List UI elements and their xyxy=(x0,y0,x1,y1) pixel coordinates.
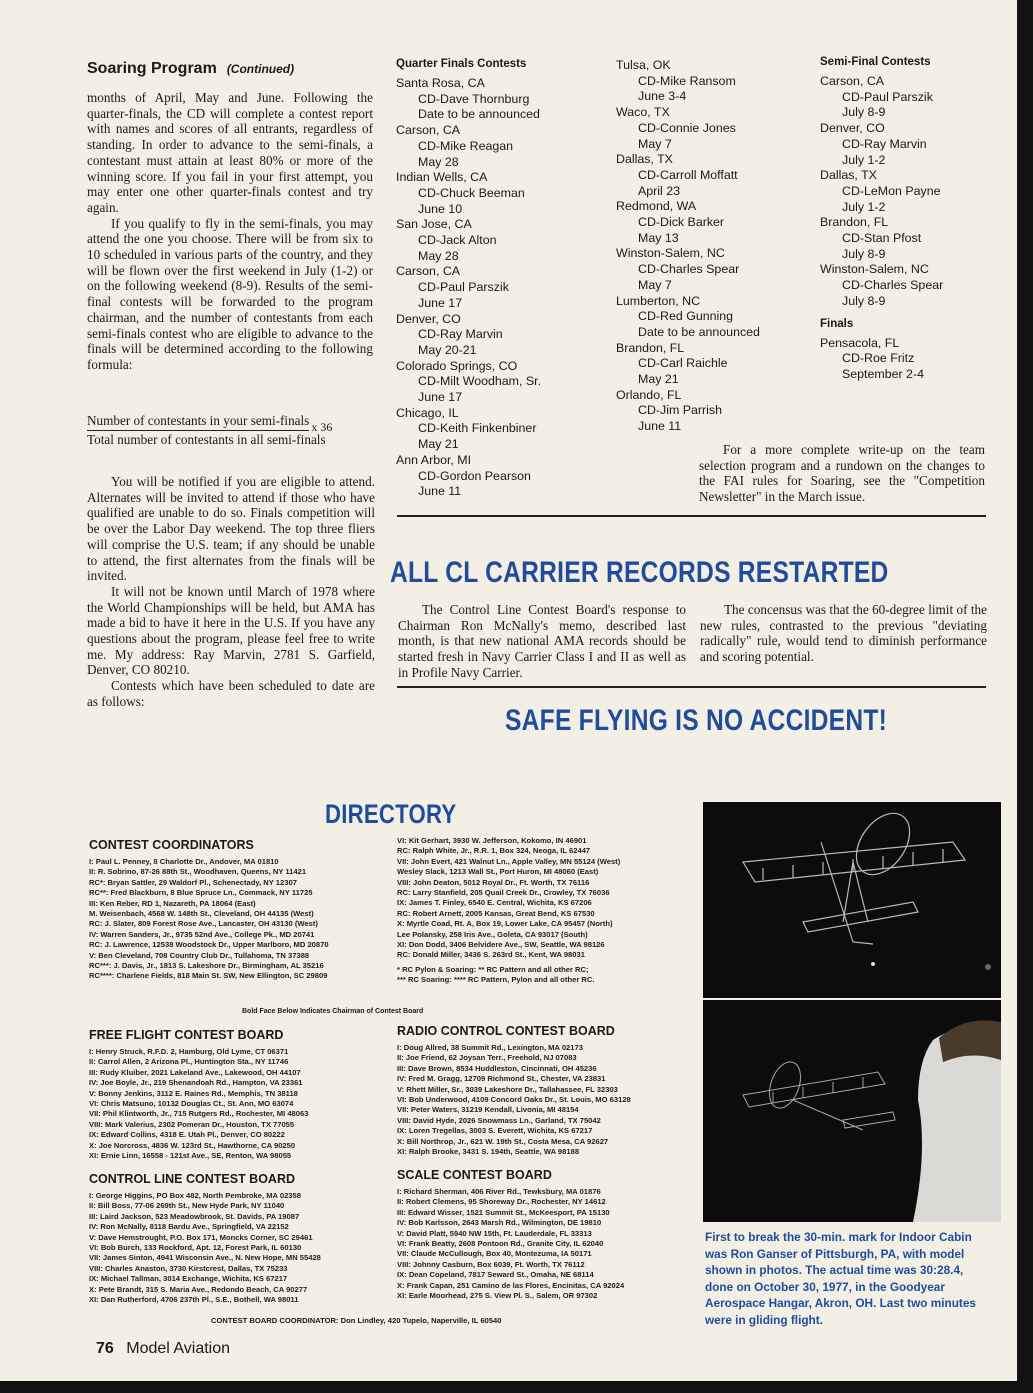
contest-location: Ann Arbor, MI xyxy=(396,452,472,467)
directory-line: XI: Earle Moorhead, 275 S. View Pl. S., Salem, OR 97302 xyxy=(397,1291,598,1301)
contest-location: Pensacola, FL xyxy=(820,335,900,350)
finals-entry xyxy=(820,336,1000,383)
contest-entry xyxy=(396,217,606,264)
divider xyxy=(397,686,986,688)
directory-line: IX: Loren Tregellas, 3003 S. Everett, Wichita, KS 67217 xyxy=(397,1126,593,1136)
directory-line: VIII: Mark Valerius, 2302 Pomeran Dr., Houston, TX 77055 xyxy=(89,1119,295,1129)
soaring-body-bottom xyxy=(87,474,375,710)
board-list xyxy=(397,1187,697,1301)
publication-name: Model Aviation xyxy=(126,1340,231,1357)
contest-director: CD-Dave Thornburg xyxy=(418,91,530,106)
contest-entry xyxy=(820,74,1000,121)
directory-line: RC: J. Slater, 809 Forest Rose Ave., Lancaster, OH 43130 (West) xyxy=(89,919,318,929)
safe-flying-headline: SAFE FLYING IS NO ACCIDENT! xyxy=(505,704,888,737)
contest-date: September 2-4 xyxy=(842,366,924,381)
formula-multiplier: x 36 xyxy=(311,420,333,434)
contest-location: Winston-Salem, NC xyxy=(820,262,929,277)
contest-entry xyxy=(396,359,606,406)
directory-line: IV: Fred M. Gragg, 12709 Richmond St., Chester, VA 23831 xyxy=(397,1074,606,1084)
directory-line: RC****: Charlene Fields, 818 Main St. SW, New Ellington, SC 29809 xyxy=(89,971,328,981)
contest-entry xyxy=(820,215,1000,262)
contest-location: Brandon, FL xyxy=(820,215,889,230)
model-airplane-illustration xyxy=(703,802,1001,998)
directory-line: VI: Kit Gerhart, 3930 W. Jefferson, Kokomo, IN 46901 xyxy=(397,836,587,845)
contest-location: Carson, CA xyxy=(396,264,461,279)
directory-line: IX: Dean Copeland, 7817 Seward St., Omaha, NE 68114 xyxy=(397,1270,594,1280)
contest-date: July 1-2 xyxy=(842,152,886,167)
directory-line: Wesley Slack, 1213 Wall St., Port Huron, MI 48060 (East) xyxy=(397,867,599,877)
directory-line: RC***: J. Davis, Jr., 1813 S. Lakeshore Dr., Birmingham, AL 35216 xyxy=(89,961,324,971)
board-title: FREE FLIGHT CONTEST BOARD xyxy=(89,1028,284,1042)
contest-entry xyxy=(396,406,606,453)
contest-date: July 1-2 xyxy=(842,199,886,214)
contest-location: Carson, CA xyxy=(396,123,461,138)
contest-director: CD-Dick Barker xyxy=(638,215,725,230)
directory-line: X: Pete Brandt, 315 S. Maria Ave., Redondo Beach, CA 90277 xyxy=(89,1284,308,1294)
contest-director: CD-Jack Alton xyxy=(418,233,497,248)
coordinator-note: * RC Pylon & Soaring: ** RC Pattern and all other RC; xyxy=(397,964,589,974)
divider xyxy=(397,515,986,517)
contest-entry xyxy=(616,152,816,199)
contest-date: June 3-4 xyxy=(638,89,687,104)
formula-denominator: Total number of contestants in all semi-finals xyxy=(87,432,326,447)
contest-location: Waco, TX xyxy=(616,105,670,120)
directory-line: VIII: Johnny Casburn, Box 6039, Ft. Worth, TX 76112 xyxy=(397,1259,585,1269)
directory-line: II: Bill Boss, 77-06 269th St., New Hyde Park, NY 11040 xyxy=(89,1201,285,1211)
coordinators-title: CONTEST COORDINATORS xyxy=(89,838,254,852)
contest-location: San Jose, CA xyxy=(396,217,472,232)
directory-line: III: Edward Wisser, 1521 Summit St., McKeesport, PA 15130 xyxy=(397,1207,610,1217)
directory-line: VI: Bob Burch, 133 Rockford, Apt. 12, Forest Park, IL 60130 xyxy=(89,1243,302,1253)
directory-line: IX: Michael Tallman, 3014 Exchange, Wichita, KS 67217 xyxy=(89,1274,288,1284)
contest-entry xyxy=(396,312,606,359)
coordinator-list xyxy=(89,857,389,982)
board-list xyxy=(89,1191,389,1305)
contest-entry xyxy=(396,123,606,170)
contest-date: June 17 xyxy=(418,295,463,310)
contest-date: June 11 xyxy=(638,419,682,434)
contest-entry xyxy=(616,58,816,105)
paragraph: months of April, May and June. Following the quarter-finals, the CD will complete a contest report with names and scores of all entrants, regardless of standing. In order to advance to the semi-finals, a contestant must attain at least 80% or more of the winning score. If you fail in your first attempt, you may enter one other quarter-finals contest and try again. xyxy=(87,90,373,215)
contest-entry xyxy=(820,168,1000,215)
quarter-finals-col2 xyxy=(616,58,816,435)
directory-line: RC**: Fred Blackburn, 8 Blue Spruce Ln., Commack, NY 11725 xyxy=(89,888,313,898)
contest-location: Winston-Salem, NC xyxy=(616,246,725,261)
contest-director: CD-Chuck Beeman xyxy=(418,185,525,200)
contest-location: Brandon, FL xyxy=(616,340,685,355)
board-coordinator: CONTEST BOARD COORDINATOR: Don Lindley, 420 Tupelo, Naperville, IL 60540 xyxy=(211,1316,502,1325)
contest-date: April 23 xyxy=(638,183,681,198)
contest-director: CD-Stan Pfost xyxy=(842,231,922,246)
contest-date: July 8-9 xyxy=(842,293,886,308)
directory-line: IV: Warren Sanders, Jr., 9735 52nd Ave., College Pk., MD 20741 xyxy=(89,929,315,939)
directory-line: IX: Edward Collins, 4318 E. Utah Pl., Denver, CO 80222 xyxy=(89,1130,285,1140)
photo-caption: First to break the 30-min. mark for Indoor Cabin was Ron Ganser of Pittsburgh, PA, with model shown in photos. The actual time was 30:28.4, done on October 30, 1977, in the Goodyear Aerospace Hangar, Akron, OH. Last two minutes were in gliding flight. xyxy=(705,1230,976,1327)
contest-entry xyxy=(616,294,816,341)
directory-line: X: Frank Capan, 251 Camino de las Flores, Encinitas, CA 92024 xyxy=(397,1280,625,1290)
directory-line: M. Weisenbach, 4568 W. 148th St., Cleveland, OH 44135 (West) xyxy=(89,909,314,919)
contest-location: Indian Wells, CA xyxy=(396,170,488,185)
coordinator-list xyxy=(397,836,697,961)
contest-location: Lumberton, NC xyxy=(616,293,701,308)
directory-line: I: Doug Allred, 38 Summit Rd., Lexington, MA 02173 xyxy=(397,1043,583,1052)
contest-date: May 28 xyxy=(418,154,459,169)
contest-date: May 20-21 xyxy=(418,342,477,357)
directory-line: V: Bonny Jenkins, 3112 E. Raines Rd., Memphis, TN 38118 xyxy=(89,1088,298,1098)
contest-entry xyxy=(396,76,606,123)
directory-line: VI: Chris Matsuno, 10132 Douglas Ct., St. Ann, MO 63074 xyxy=(89,1099,294,1109)
contest-director: CD-Ray Marvin xyxy=(418,327,503,342)
contest-entry xyxy=(820,262,1000,309)
directory-line: V: Ben Cleveland, 708 Country Club Dr., Tullahoma, TN 37388 xyxy=(89,950,310,960)
contest-date: July 8-9 xyxy=(842,246,886,261)
folio xyxy=(96,1340,230,1358)
contest-director: CD-Mike Reagan xyxy=(418,138,514,153)
formula xyxy=(87,413,377,448)
model-photo-top xyxy=(703,802,1001,998)
contest-director: CD-Carroll Moffatt xyxy=(638,167,738,182)
contest-location: Redmond, WA xyxy=(616,199,697,214)
board-title: SCALE CONTEST BOARD xyxy=(397,1168,552,1182)
contest-list xyxy=(820,74,1000,310)
semi-final-title: Semi-Final Contests xyxy=(820,56,931,68)
carrier-headline: ALL CL CARRIER RECORDS RESTARTED xyxy=(390,556,889,589)
contest-location: Tulsa, OK xyxy=(616,58,671,72)
contest-director: CD-Mike Ransom xyxy=(638,73,736,88)
directory-line: I: Paul L. Penney, 8 Charlotte Dr., Andover, MA 01810 xyxy=(89,857,279,866)
directory-line: RC*: Bryan Sattler, 29 Waldorf Pl., Schenectady, NY 12307 xyxy=(89,877,297,887)
directory-line: III: Laird Jackson, 523 Meadowbrook, St. Davids, PA 19087 xyxy=(89,1211,300,1221)
directory-line: VII: James Sinton, 4941 Wisconsin Ave., N. New Hope, MN 55428 xyxy=(89,1253,321,1263)
page-number: 76 xyxy=(96,1340,114,1357)
directory-line: RC: Larry Stanfield, 205 Quail Creek Dr., Crowley, TX 76036 xyxy=(397,888,610,898)
directory-line: II: Joe Friend, 62 Joysan Terr., Freehold, NJ 07083 xyxy=(397,1053,577,1063)
carrier-paragraph-1: The Control Line Contest Board's response to Chairman Ron McNally's memo, described last month, is that new national AMA records should be started fresh in Navy Carrier Class I and II as well as in Profile Navy Carrier. xyxy=(398,602,686,680)
contest-date: June 10 xyxy=(418,201,463,216)
contest-entry xyxy=(616,105,816,152)
board-list xyxy=(89,1047,389,1161)
contest-date: June 11 xyxy=(418,484,462,499)
scale-board xyxy=(397,1168,697,1301)
directory-line: I: Henry Struck, R.F.D. 2, Hamburg, Old Lyme, CT 06371 xyxy=(89,1047,289,1056)
coordinators-block xyxy=(89,838,389,982)
paragraph: If you qualify to fly in the semi-finals, you may attend the one you choose. There will be from six to 10 scheduled in various parts of the country, and they will be flown over the first weekend in July (1-2) or on the following weekend (8-9). Results of the semi-final contests will be forwarded to the program chairman, and the number of contestants from each semi-finals contest who are eligible to advance to the finals will be determined according to the following formula: xyxy=(87,215,373,372)
contest-list xyxy=(616,58,816,435)
directory-title: DIRECTORY xyxy=(325,799,457,829)
contest-location: Denver, CO xyxy=(396,311,461,326)
contest-director: CD-Ray Marvin xyxy=(842,136,927,151)
directory-line: VI: Bob Underwood, 4109 Concord Oaks Dr., St. Louis, MO 63128 xyxy=(397,1095,631,1105)
contest-date: May 28 xyxy=(418,248,459,263)
continued-label: (Continued) xyxy=(226,62,295,76)
directory-line: RC: Donald Miller, 3436 S. 263rd St., Kent, WA 98031 xyxy=(397,950,585,960)
model-in-flight-illustration xyxy=(703,1000,1001,1222)
directory-line: IV: Joe Boyle, Jr., 219 Shenandoah Rd., Hampton, VA 23361 xyxy=(89,1078,303,1088)
contest-entry xyxy=(396,170,606,217)
radio-control-board xyxy=(397,1024,697,1157)
contest-date: May 21 xyxy=(638,372,679,387)
directory-line: XI: Ralph Brooke, 3431 S. 194th, Seattle, WA 98188 xyxy=(397,1147,580,1157)
directory-line: X: Bill Northrop, Jr., 621 W. 19th St., Costa Mesa, CA 92627 xyxy=(397,1136,609,1146)
directory-line: IV: Bob Karlsson, 2643 Marsh Rd., Wilmington, DE 19810 xyxy=(397,1218,602,1228)
directory-line: III: Rudy Kluiber, 2021 Lakeland Ave., Lakewood, OH 44107 xyxy=(89,1067,301,1077)
directory-line: V: David Platt, 5940 NW 15th, Ft. Lauderdale, FL 33313 xyxy=(397,1228,592,1238)
directory-line: RC: Robert Arnett, 2005 Kansas, Great Bend, KS 67530 xyxy=(397,908,595,918)
contest-director: CD-Red Gunning xyxy=(638,309,734,324)
directory-line: RC: Ralph White, Jr., R.R. 1, Box 324, Neoga, IL 62447 xyxy=(397,846,591,856)
contest-date: May 13 xyxy=(638,230,679,245)
contest-date: May 7 xyxy=(638,136,672,151)
contest-location: Orlando, FL xyxy=(616,387,682,402)
contest-location: Dallas, TX xyxy=(616,152,673,167)
directory-line: VI: Frank Beatty, 2608 Pontoon Rd., Granite City, IL 62040 xyxy=(397,1239,604,1249)
bold-face-note: Bold Face Below Indicates Chairman of Contest Board xyxy=(242,1008,424,1015)
board-title: RADIO CONTROL CONTEST BOARD xyxy=(397,1024,615,1038)
contest-date: June 17 xyxy=(418,390,463,405)
quarter-finals-col1 xyxy=(396,58,606,500)
directory-line: II: Carrol Allen, 2 Arizona Pl., Huntington Sta., NY 11746 xyxy=(89,1057,289,1067)
directory-line: IV: Ron McNally, 8118 Bardu Ave., Springfield, VA 22152 xyxy=(89,1222,289,1232)
contest-date: May 21 xyxy=(418,437,459,452)
coordinators-block-2 xyxy=(397,836,697,986)
directory-line: XI: Don Dodd, 3406 Belvidere Ave., SW, Seattle, WA 98126 xyxy=(397,940,605,950)
finals-title: Finals xyxy=(820,317,854,330)
contest-location: Chicago, IL xyxy=(396,405,459,420)
contest-director: CD-Paul Parszik xyxy=(842,89,933,104)
contest-date: May 7 xyxy=(638,277,672,292)
semi-final-col xyxy=(820,56,1000,383)
directory-line: V: Dave Hemstrought, P.O. Box 171, Moncks Corner, SC 29461 xyxy=(89,1232,313,1242)
contest-entry xyxy=(616,341,816,388)
board-title: CONTROL LINE CONTEST BOARD xyxy=(89,1172,296,1186)
contest-entry xyxy=(616,388,816,435)
contest-date: Date to be announced xyxy=(638,324,760,339)
contest-entry xyxy=(396,453,606,500)
contest-entry xyxy=(616,199,816,246)
directory-line: II: Robert Clemens, 95 Shoreway Dr., Rochester, NY 14612 xyxy=(397,1197,606,1207)
coordinator-note: *** RC Soaring: **** RC Pattern, Pylon and all other RC. xyxy=(397,975,595,985)
directory-line: VII: Peter Waters, 31219 Kendall, Livonia, MI 48154 xyxy=(397,1105,579,1115)
contest-location: Santa Rosa, CA xyxy=(396,76,485,90)
directory-line: RC: J. Lawrence, 12538 Woodstock Dr., Upper Marlboro, MD 20870 xyxy=(89,940,329,950)
directory-line: VII: Phil Klintworth, Jr., 715 Rutgers Rd., Rochester, MI 48063 xyxy=(89,1109,309,1119)
contest-director: CD-Carl Raichle xyxy=(638,356,728,371)
model-photo-bottom xyxy=(703,1000,1001,1222)
quarter-finals-title: Quarter Finals Contests xyxy=(396,58,527,70)
directory-line: III: Dave Brown, 8534 Huddleston, Cincinnati, OH 45236 xyxy=(397,1063,597,1073)
contest-director: CD-Paul Parszik xyxy=(418,280,509,295)
contest-director: CD-Connie Jones xyxy=(638,120,736,135)
contest-location: Dallas, TX xyxy=(820,168,877,183)
paragraph: Contests which have been scheduled to date are as follows: xyxy=(87,678,375,709)
directory-line: VII: Claude McCullough, Box 40, Montezuma, IA 50171 xyxy=(397,1249,592,1259)
contest-director: CD-Roe Fritz xyxy=(842,351,915,366)
directory-line: VIII: John Deaton, 5012 Royal Dr., Ft. Worth, TX 76116 xyxy=(397,877,590,887)
directory-line: I: Richard Sherman, 406 River Rd., Tewksbury, MA 01876 xyxy=(397,1187,601,1196)
contest-entry xyxy=(820,121,1000,168)
directory-line: II: R. Sobrino, 87-26 88th St., Woodhaven, Queens, NY 11421 xyxy=(89,867,307,877)
directory-line: X: Joe Norcross, 4836 W. 123rd St., Hawthorne, CA 90250 xyxy=(89,1140,296,1150)
directory-line: XI: Dan Rutherford, 4706 237th Pl., S.E., Bothell, WA 98011 xyxy=(89,1295,299,1305)
contest-director: CD-Milt Woodham, Sr. xyxy=(418,374,542,389)
carrier-paragraph-2: The concensus was that the 60-degree limit of the new rules, contrasted to the previous "deviating radically" rule, would tend to diminish performance and scoring potential. xyxy=(700,602,987,665)
directory-line: VIII: David Hyde, 2026 Snowmass Ln., Garland, TX 75042 xyxy=(397,1115,601,1125)
directory-line: IX: James T. Finley, 6540 E. Central, Wichita, KS 67206 xyxy=(397,898,592,908)
contest-director: CD-Keith Finkenbiner xyxy=(418,421,537,436)
soaring-title-line xyxy=(87,60,377,78)
contest-director: CD-Gordon Pearson xyxy=(418,468,531,483)
contest-location: Colorado Springs, CO xyxy=(396,358,518,373)
directory-line: III: Ken Reber, RD 1, Nazareth, PA 18064 (East) xyxy=(89,898,256,908)
contest-location: Denver, CO xyxy=(820,121,885,136)
free-flight-board xyxy=(89,1028,389,1161)
board-list xyxy=(397,1043,697,1157)
formula-numerator: Number of contestants in your semi-finals xyxy=(87,413,309,431)
section-title: Soaring Program xyxy=(87,60,217,77)
directory-line: I: George Higgins, PO Box 482, North Pembroke, MA 02358 xyxy=(89,1191,301,1200)
contest-list xyxy=(396,76,606,500)
contest-director: CD-Charles Spear xyxy=(638,262,740,277)
contest-date: July 8-9 xyxy=(842,105,886,120)
contest-entry xyxy=(396,264,606,311)
semi-note: For a more complete write-up on the team selection program and a rundown on the changes to the FAI rules for Soaring, see the "Competition Newsletter" in the March issue. xyxy=(699,442,985,505)
contest-location: Carson, CA xyxy=(820,74,885,88)
contest-director: CD-Jim Parrish xyxy=(638,403,722,418)
contest-entry xyxy=(616,246,816,293)
directory-line: Lee Polansky, 258 Iris Ave., Goleta, CA 93017 (South) xyxy=(397,929,588,939)
directory-line: XI: Ernie Linn, 16558 - 121st Ave., SE, Renton, WA 98055 xyxy=(89,1151,292,1161)
control-line-board xyxy=(89,1172,389,1305)
contest-date: Date to be announced xyxy=(418,107,540,122)
directory-line: VIII: Charles Anaston, 3730 Kirstcrest, Dallas, TX 75233 xyxy=(89,1263,288,1273)
directory-line: X: Myrtle Coad, Rt. A, Box 19, Lower Lake, CA 95457 (North) xyxy=(397,919,613,929)
directory-line: VII: John Evert, 421 Walnut Ln., Apple Valley, MN 55124 (West) xyxy=(397,856,621,866)
contest-director: CD-Charles Spear xyxy=(842,278,944,293)
soaring-body-top xyxy=(87,90,373,373)
paragraph: It will not be known until March of 1978 where the World Championships will be held, but AMA has made a bid to have it here in the U.S. If you have any questions about the program, please feel free to write me. My address: Ray Marvin, 2781 S. Garfield, Denver, CO 80210. xyxy=(87,583,375,678)
contest-director: CD-LeMon Payne xyxy=(842,183,941,198)
directory-line: V: Rhett Miller, Sr., 3039 Lakeshore Dr., Tallahassee, FL 32303 xyxy=(397,1084,618,1094)
paragraph: You will be notified if you are eligible to attend. Alternates will be invited to attend if those who have qualified are unable to do so. Finals competition will be over the Labor Day weekend. The top three fliers will comprise the U.S. team; if any should be unable to attend, the first alternates from the finals will be invited. xyxy=(87,474,375,584)
